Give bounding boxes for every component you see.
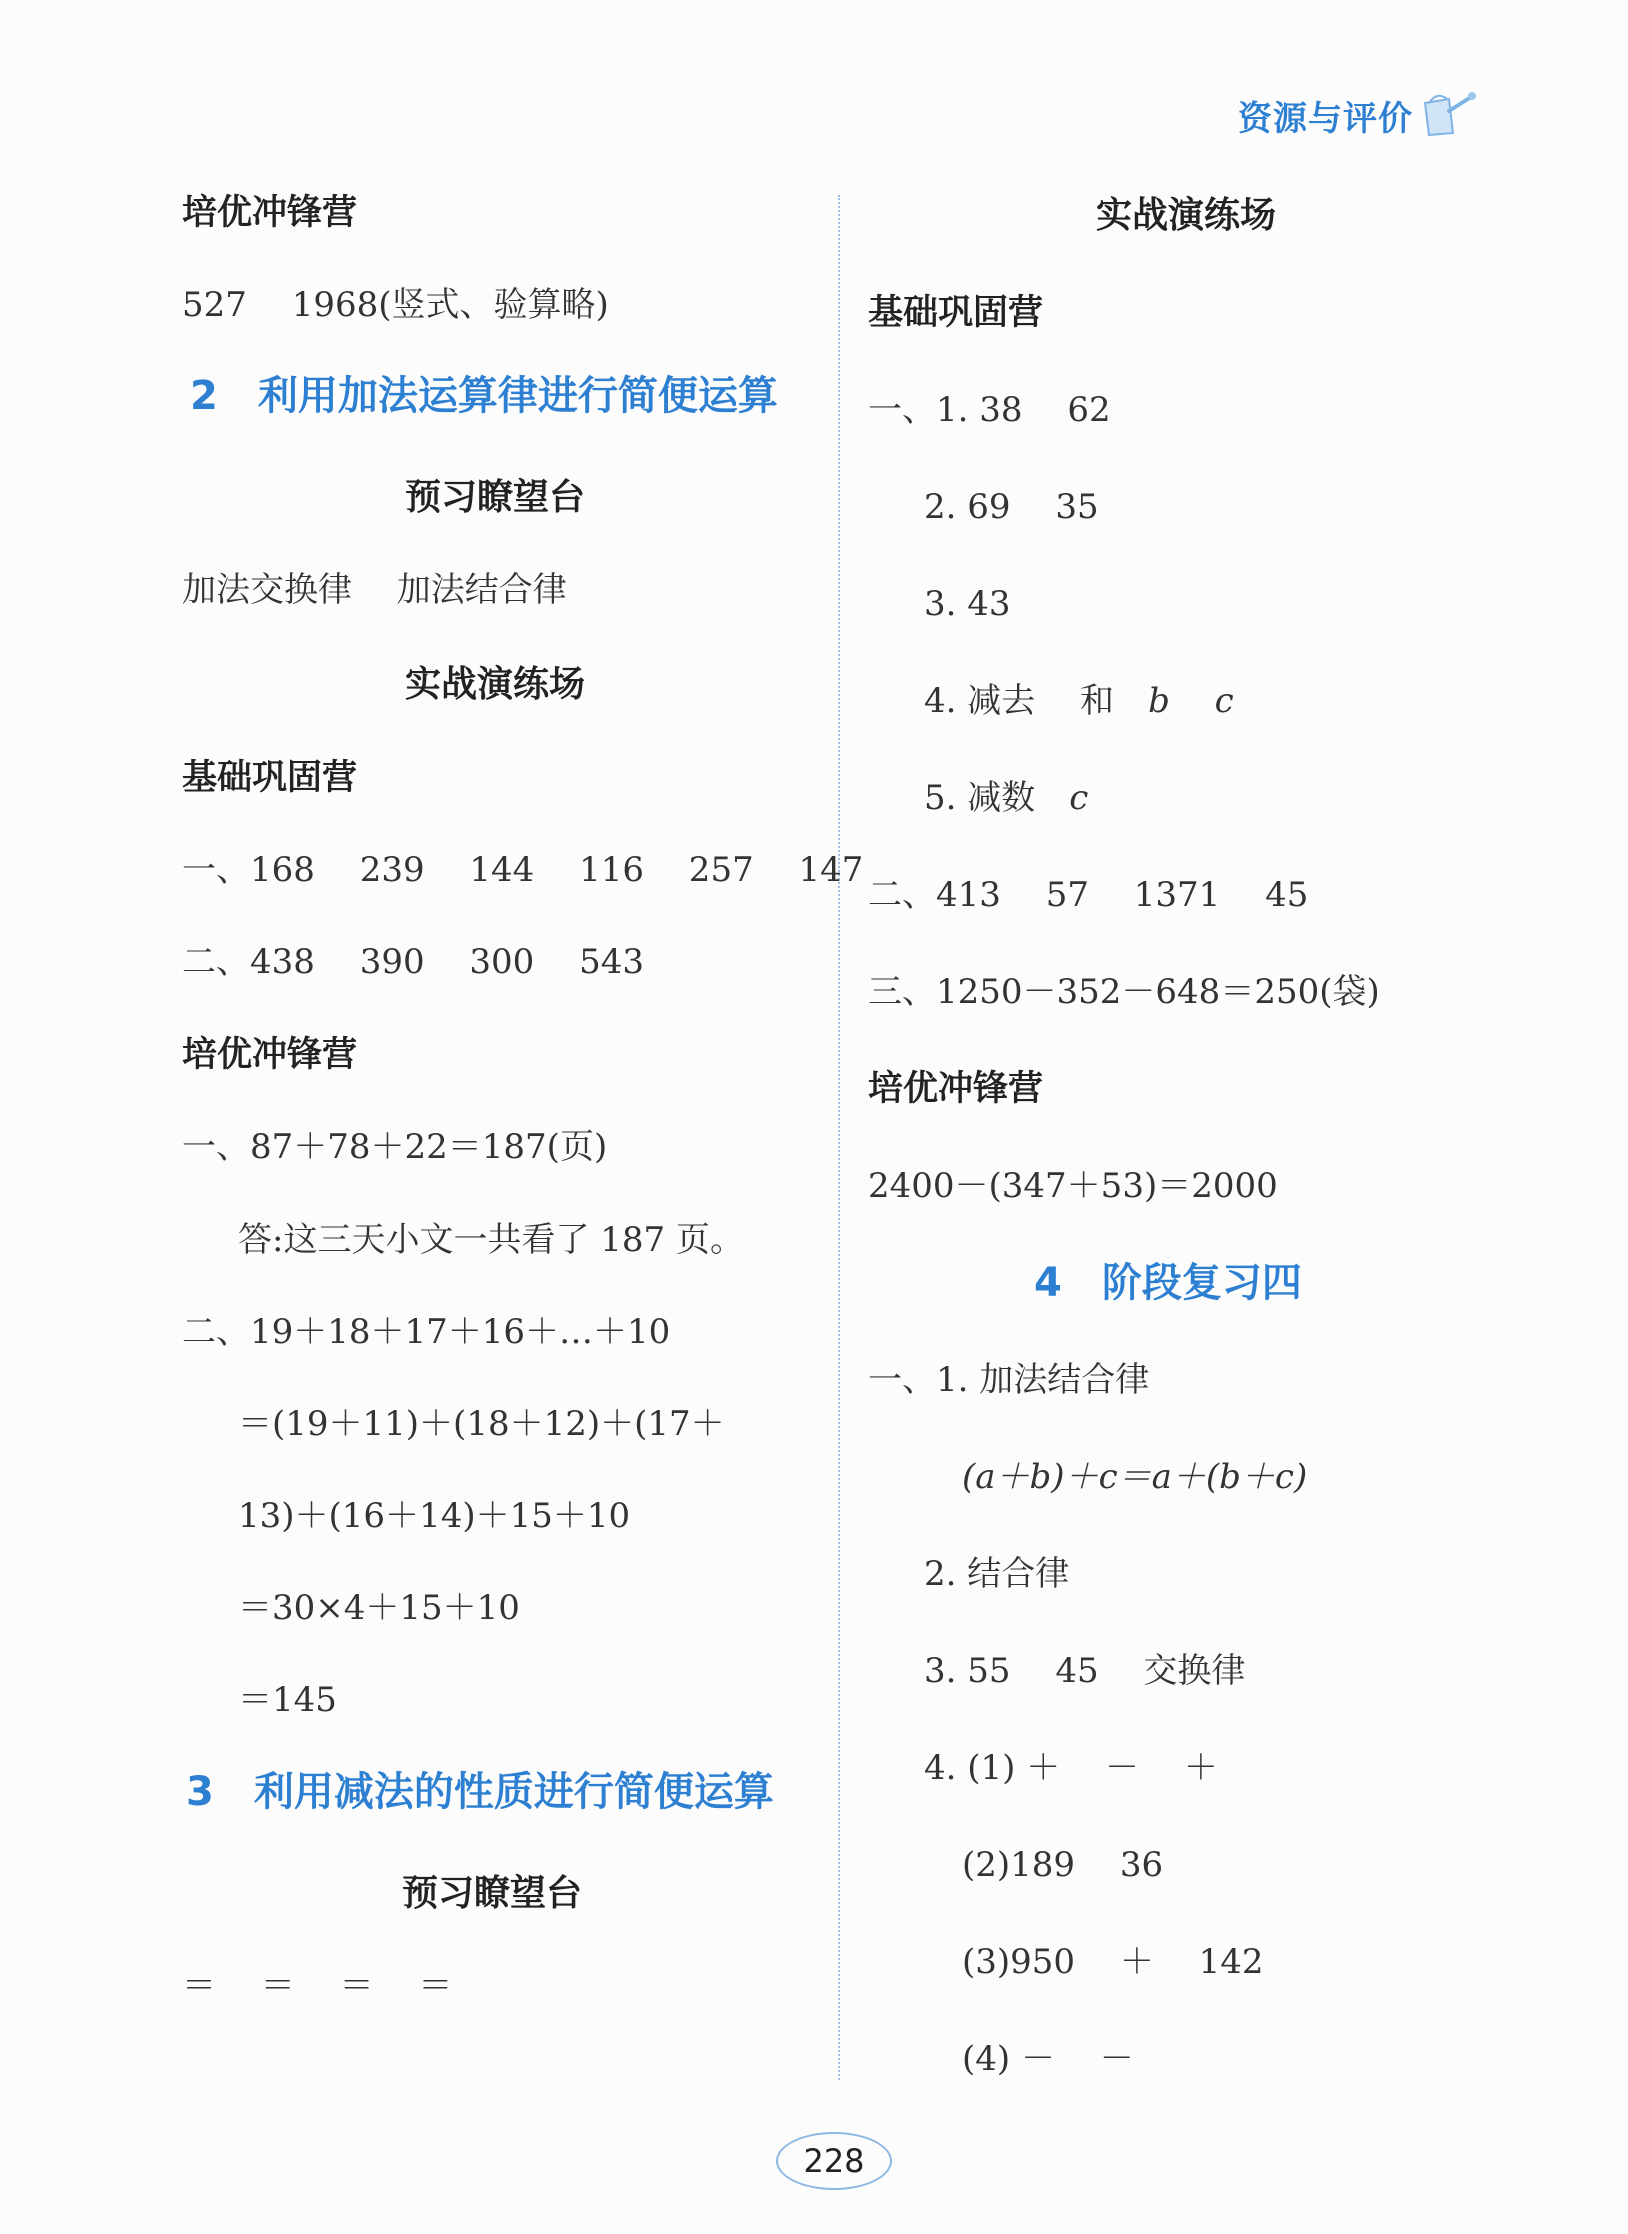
answer-line: 二、438 390 300 543 [182,942,645,982]
brand-header [1238,80,1477,150]
answer-line: 加法交换律 加法结合律 [182,570,567,610]
section-heading: 基础巩固营 [868,293,1044,333]
subsection-heading: 预习瞭望台 [401,1873,582,1914]
answer-line: ＝(19＋11)＋(18＋12)＋(17＋ [238,1404,725,1444]
answer-line: 3. 55 45 交换律 [924,1651,1246,1691]
subsection-heading: 实战演练场 [404,664,585,705]
column-divider [838,195,840,2080]
answer-line: 4. (1) ＋ － ＋ [924,1748,1218,1788]
section-heading: 培优冲锋营 [182,193,358,233]
formula-line: (a＋b)＋c＝a＋(b＋c) [962,1457,1308,1497]
answer-line: 一、1. 38 62 [868,390,1111,430]
unit-title: 3 利用减法的性质进行简便运算 [186,1769,774,1815]
answer-line: ＝30×4＋15＋10 [238,1588,520,1628]
section-heading: 培优冲锋营 [182,1035,358,1075]
answer-line: (3)950 ＋ 142 [962,1942,1264,1982]
answer-line: 3. 43 [924,584,1011,624]
answer-line: 二、413 57 1371 45 [868,875,1309,915]
answer-line: 一、1. 加法结合律 [868,1360,1150,1400]
section-heading: 基础巩固营 [182,758,358,798]
answer-line: 527 1968(竖式、验算略) [182,285,609,325]
answer-line: (2)189 36 [962,1845,1164,1885]
answer-line: 2400－(347＋53)＝2000 [868,1166,1278,1206]
answer-line: 一、87＋78＋22＝187(页) [182,1127,608,1167]
answer-line: 2. 结合律 [924,1554,1070,1594]
answer-line [924,681,1234,721]
answer-line: ＝ ＝ ＝ ＝ [182,1966,453,2006]
answer-line: 13)＋(16＋14)＋15＋10 [238,1496,631,1536]
answer-line: 二、19＋18＋17＋16＋…＋10 [182,1312,671,1352]
section-heading: 培优冲锋营 [868,1069,1044,1109]
brand-title: 资源与评价 [1238,98,1413,139]
answer-line: 三、1250－352－648＝250(袋) [868,972,1380,1012]
answer-line: 答:这三天小文一共看了 187 页。 [238,1220,744,1260]
answer-line: 2. 69 35 [924,487,1099,527]
answer-line: ＝145 [238,1680,337,1720]
watering-can-icon [1419,89,1477,141]
variable-text: c [1069,778,1089,818]
answer-line [924,778,1088,818]
answer-line: (4) － － [962,2039,1134,2079]
answer-line: 一、168 239 144 116 257 147 [182,850,864,890]
subsection-heading: 实战演练场 [1095,195,1276,236]
page-number: 228 [776,2132,892,2190]
subsection-heading: 预习瞭望台 [404,477,585,518]
answer-text: 5. 减数 [924,778,1070,818]
unit-title: 4 阶段复习四 [1034,1260,1302,1306]
variable-text: b c [1148,681,1234,721]
answer-text: 4. 减去 和 [924,681,1149,721]
unit-title: 2 利用加法运算律进行简便运算 [190,373,778,419]
